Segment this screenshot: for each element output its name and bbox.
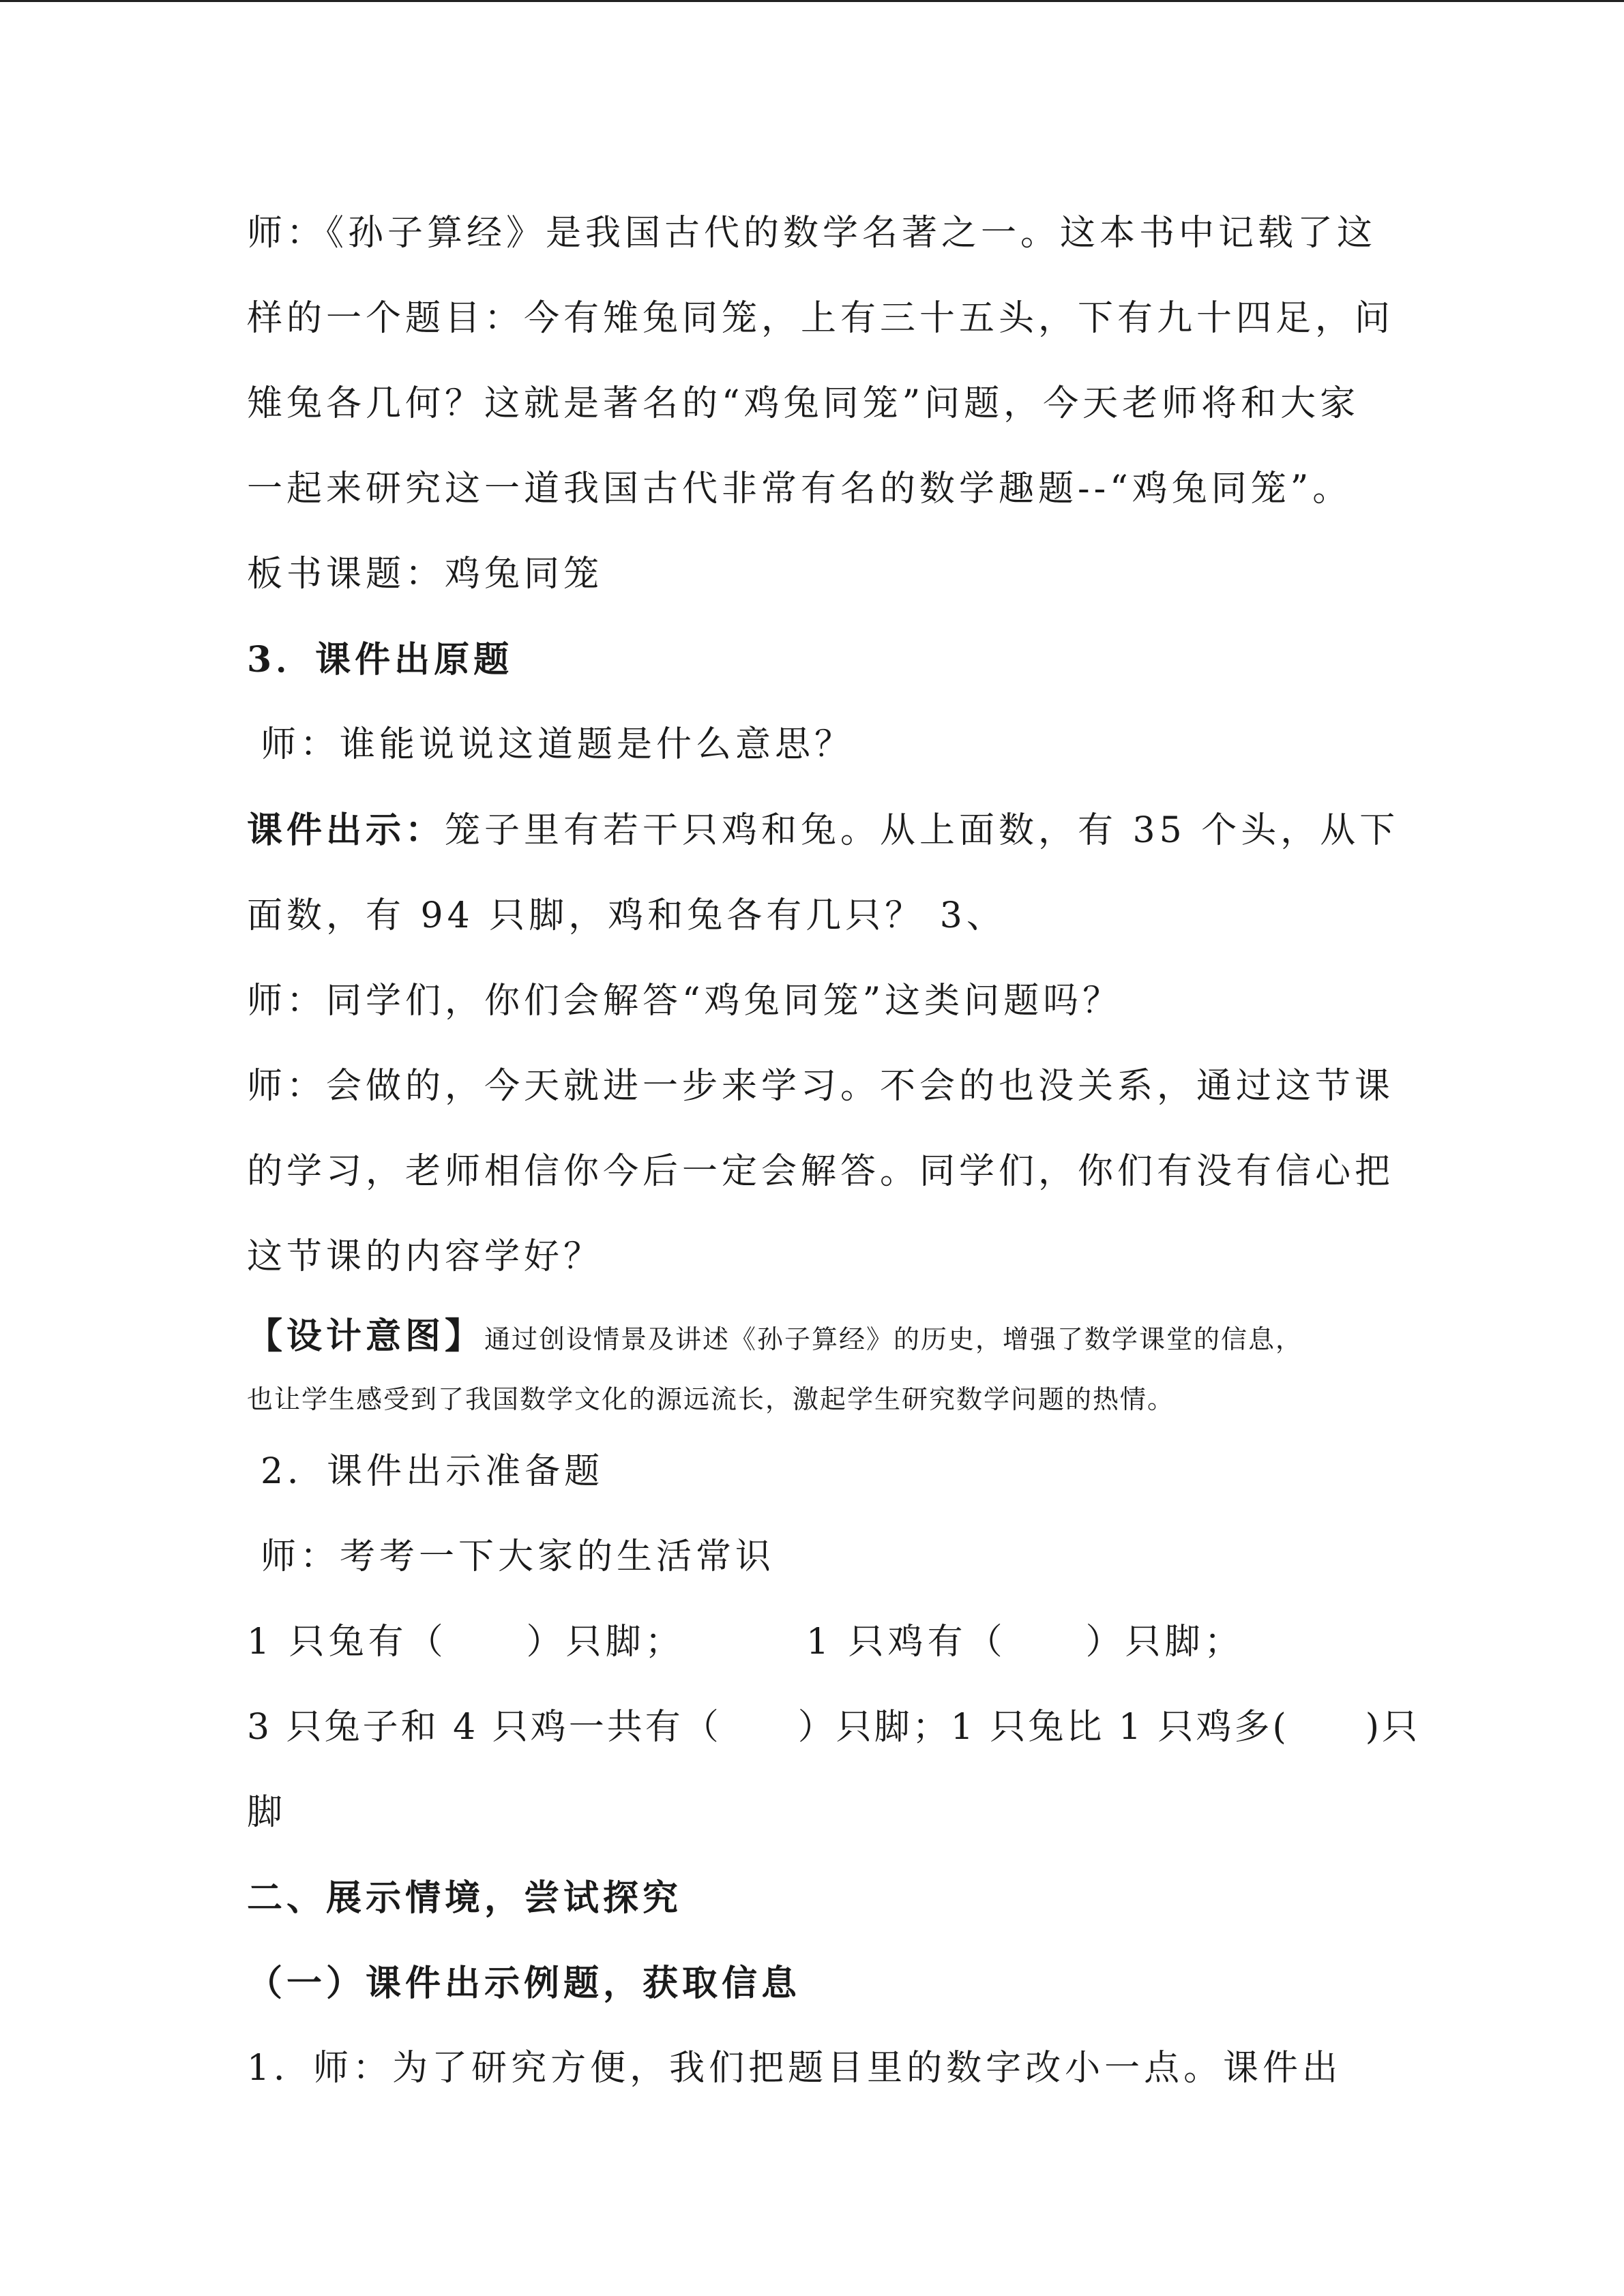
design-intent-label: 【设计意图】	[247, 1315, 485, 1357]
paragraph-line: 1．师：为了研究方便，我们把题目里的数字改小一点。课件出	[247, 2048, 1342, 2089]
courseware-label: 课件出示：	[247, 809, 445, 851]
paragraph-line: 面数，有 94 只脚，鸡和兔各有几只？ 3、	[247, 895, 1006, 936]
paragraph-line: 样的一个题目：今有雉兔同笼，上有三十五头，下有九十四足，问	[247, 298, 1395, 339]
document-page	[247, 191, 1421, 2111]
section-heading: 3．课件出原题	[247, 639, 514, 681]
paragraph-line: 师：《孙子算经》是我国古代的数学名著之一。这本书中记载了这	[247, 213, 1377, 254]
paragraph-line	[247, 788, 1400, 874]
paragraph-line: 师：同学们，你们会解答“鸡兔同笼”这类问题吗？	[247, 981, 1123, 1022]
paragraph-line: 这节课的内容学好？	[247, 1236, 604, 1277]
section-heading: （一）课件出示例题，获取信息	[247, 1963, 801, 2004]
paragraph-line: 的学习，老师相信你今后一定会解答。同学们，你们有没有信心把	[247, 1151, 1395, 1192]
paragraph-line: 板书课题：鸡兔同笼	[247, 554, 604, 595]
top-border-line	[0, 0, 1624, 2]
courseware-text: 笼子里有若干只鸡和兔。从上面数，有 35 个头，从下	[445, 810, 1400, 851]
section-heading: 2．课件出示准备题	[261, 1451, 604, 1492]
paragraph-line: 师：谁能说说这道题是什么意思？	[261, 724, 855, 765]
section-heading: 二、展示情境，尝试探究	[247, 1877, 683, 1919]
design-intent-text: 通过创设情景及讲述《孙子算经》的历史，增强了数学课堂的信息，	[484, 1324, 1303, 1354]
design-intent-line	[247, 1307, 1365, 1369]
paragraph-line	[247, 1600, 1365, 1685]
question-chicken-legs: 1 只鸡有（ ）只脚；	[806, 1622, 1244, 1663]
paragraph-line: 一起来研究这一道我国古代非常有名的数学趣题--“鸡兔同笼”。	[247, 468, 1353, 509]
question-rabbit-legs: 1 只兔有（ ）只脚；	[247, 1622, 685, 1663]
paragraph-line: 师：会做的，今天就进一步来学习。不会的也没关系，通过这节课	[247, 1066, 1395, 1107]
paragraph-line: 雉兔各几何？这就是著名的“鸡兔同笼”问题，今天老师将和大家	[247, 383, 1360, 424]
paragraph-line: 3 只兔子和 4 只鸡一共有（ ）只脚；1 只兔比 1 只鸡多( )只	[247, 1707, 1421, 1748]
design-intent-line: 也让学生感受到了我国数学文化的源远流长，激起学生研究数学问题的热情。	[247, 1384, 1175, 1414]
paragraph-line: 脚	[247, 1792, 287, 1833]
paragraph-line: 师：考考一下大家的生活常识	[261, 1536, 776, 1577]
